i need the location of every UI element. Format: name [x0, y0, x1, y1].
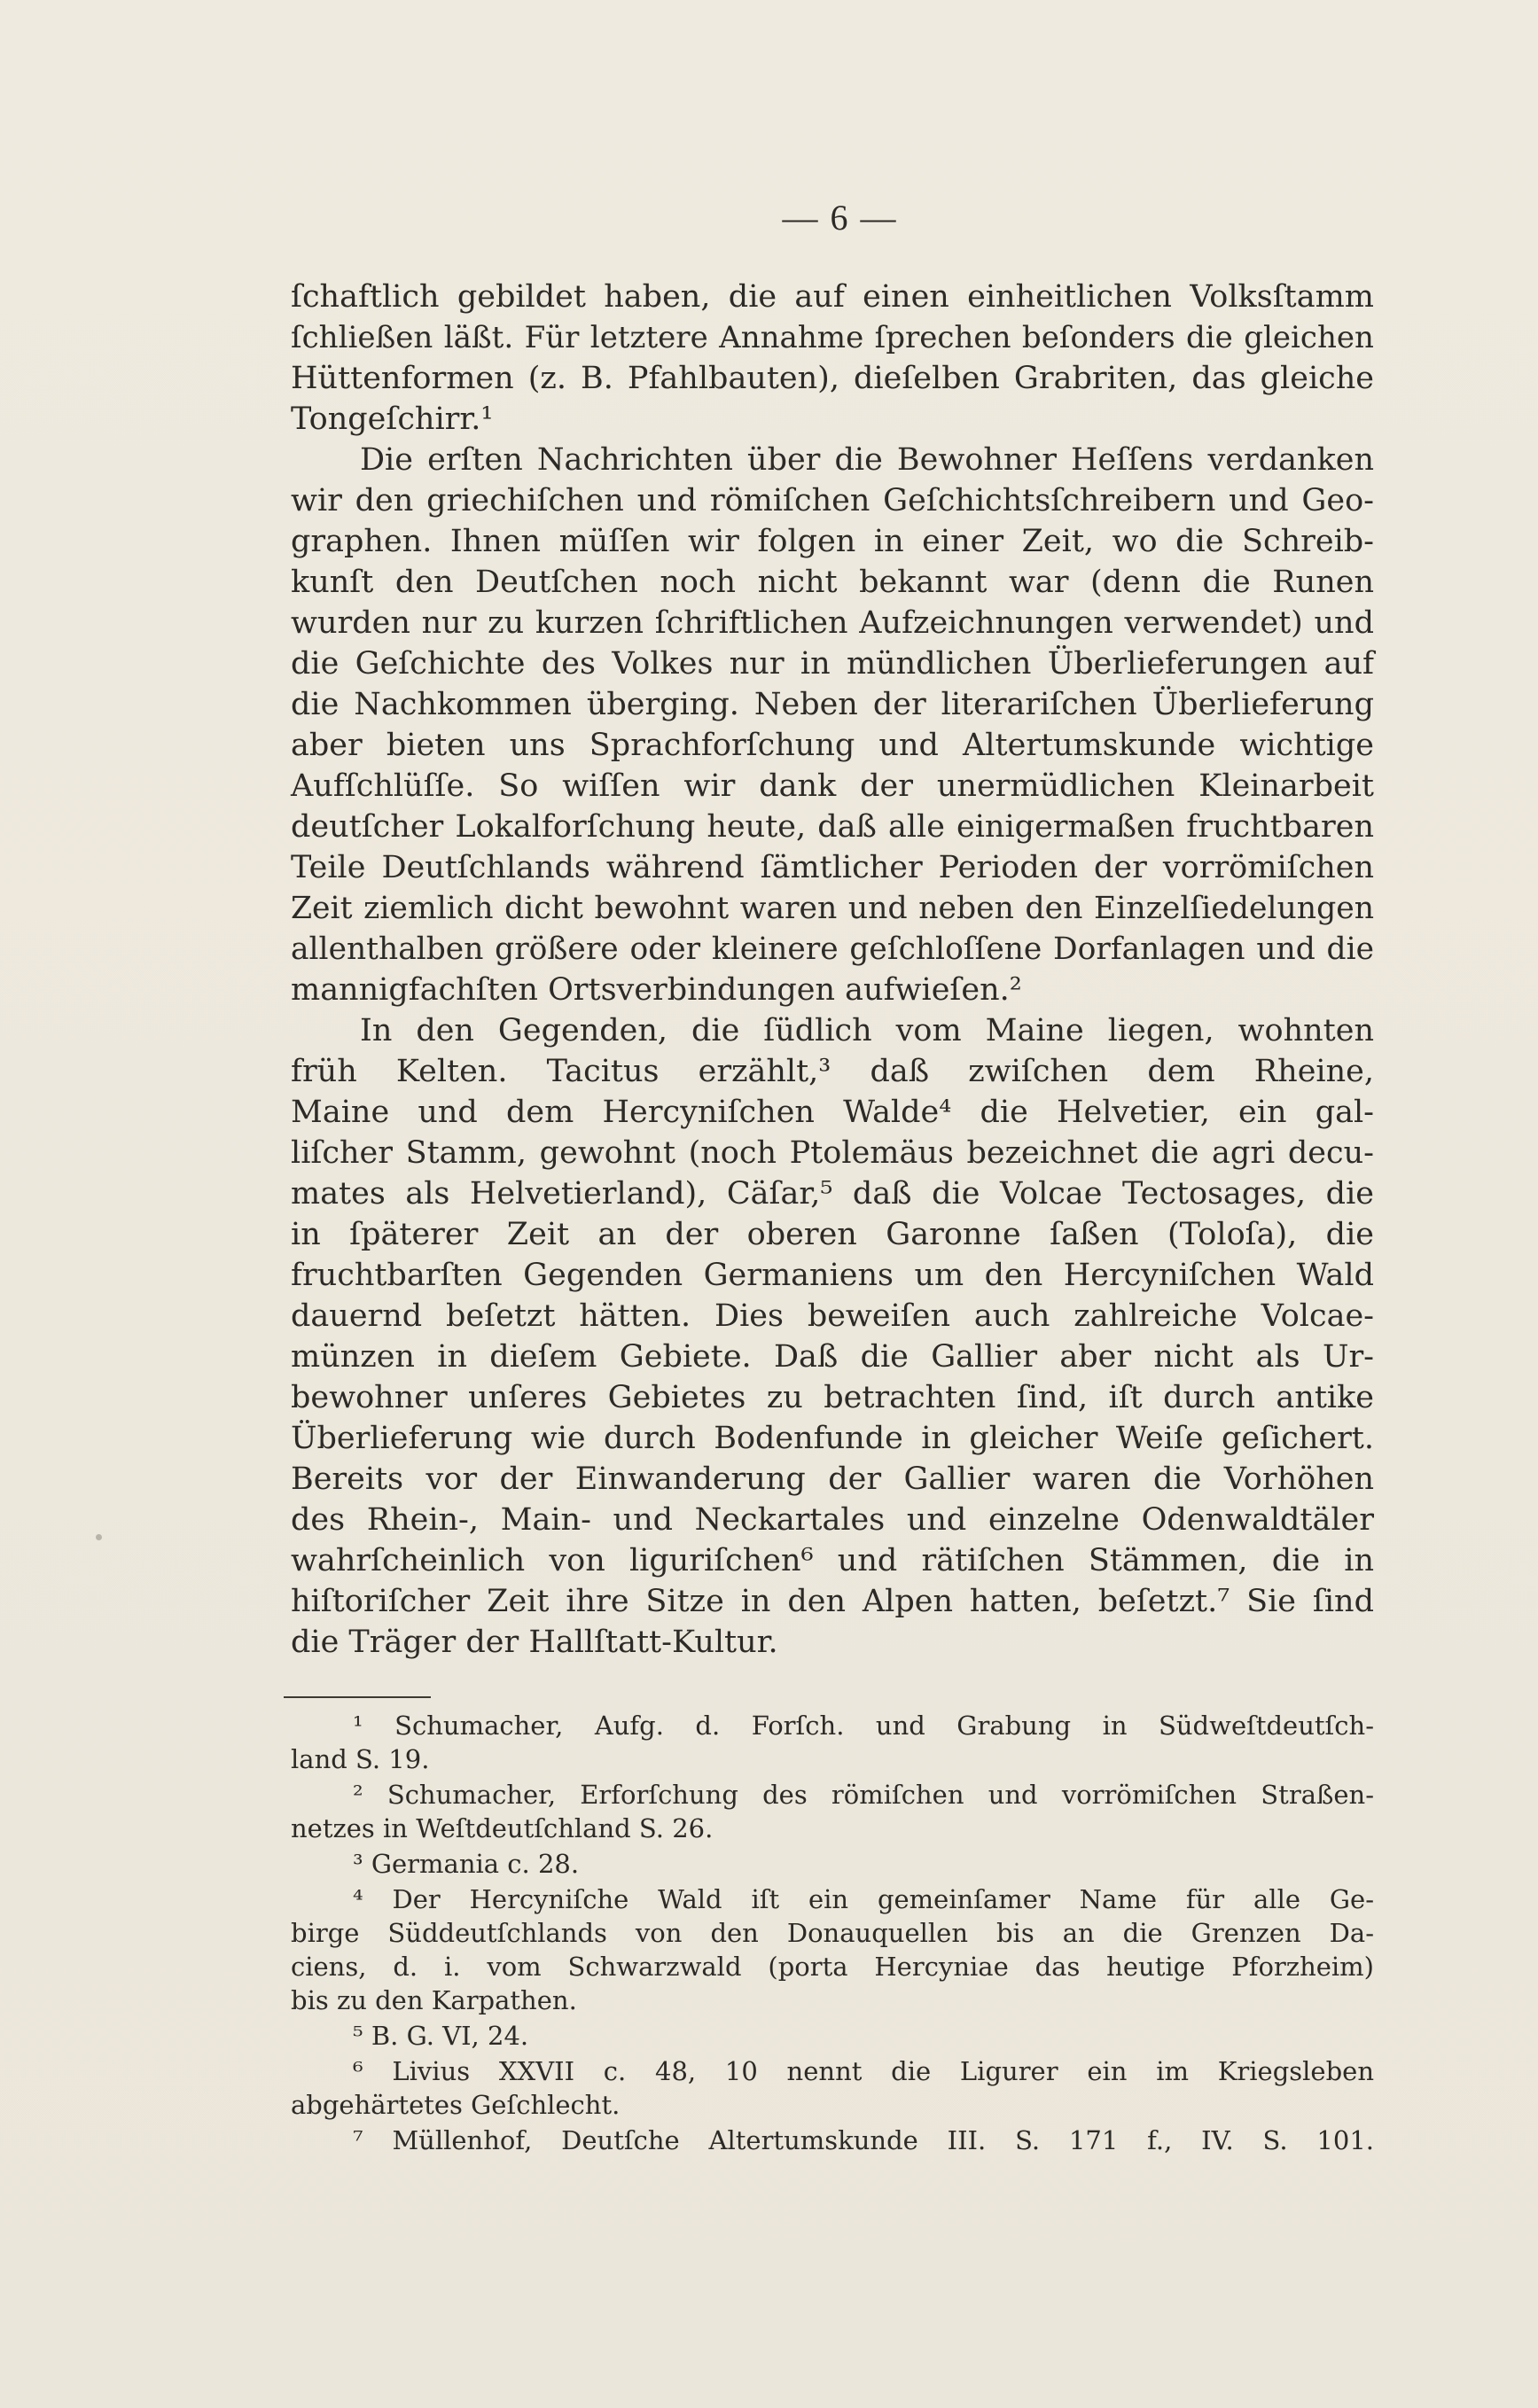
- body-line: wahrſcheinlich von liguriſchen⁶ und rätiſchen Stämmen, die in: [291, 1543, 1374, 1578]
- footnote-line: ⁵ B. G. VI, 24.: [353, 2021, 529, 2051]
- footnote-line: ² Schumacher, Erforſchung des römiſchen und vorrömiſchen Straßen-: [353, 1780, 1374, 1810]
- body-line: dauernd beſetzt hätten. Dies beweiſen auch zahlreiche Volcae-: [291, 1298, 1374, 1334]
- body-line: münzen in dieſem Gebiete. Daß die Gallier aber nicht als Ur-: [291, 1339, 1374, 1375]
- body-line: allenthalben größere oder kleinere geſchloſſene Dorfanlagen und die: [291, 931, 1374, 967]
- body-line: kunſt den Deutſchen noch nicht bekannt war (denn die Runen: [291, 565, 1374, 600]
- body-line: wurden nur zu kurzen ſchriftlichen Aufzeichnungen verwendet) und: [291, 605, 1374, 641]
- paper-speck: [96, 1534, 102, 1540]
- body-line: ſchaftlich gebildet haben, die auf einen einheitlichen Volksſtamm: [291, 279, 1374, 315]
- body-line: Überlieferung wie durch Bodenfunde in gleicher Weiſe geſichert.: [291, 1421, 1374, 1456]
- footnote-line: abgehärtetes Geſchlecht.: [291, 2090, 621, 2120]
- page-number: — 6 —: [782, 198, 898, 238]
- footnote-divider: [284, 1696, 431, 1698]
- body-line: In den Gegenden, die ſüdlich vom Maine liegen, wohnten: [360, 1013, 1374, 1048]
- body-line: die Träger der Hallſtatt-Kultur.: [291, 1625, 778, 1660]
- body-line: Die erſten Nachrichten über die Bewohner Heſſens verdanken: [360, 442, 1374, 478]
- body-line: Maine und dem Hercyniſchen Walde⁴ die Helvetier, ein gal-: [291, 1095, 1374, 1130]
- body-line: Tongeſchirr.¹: [291, 401, 494, 437]
- footnote-line: land S. 19.: [291, 1744, 430, 1774]
- footnote-line: netzes in Weſtdeutſchland S. 26.: [291, 1813, 714, 1843]
- body-line: des Rhein-, Main- und Neckartales und einzelne Odenwaldtäler: [291, 1502, 1374, 1538]
- body-line: in ſpäterer Zeit an der oberen Garonne ſaßen (Toloſa), die: [291, 1217, 1374, 1252]
- body-line: Aufſchlüſſe. So wiſſen wir dank der unermüdlichen Kleinarbeit: [291, 768, 1374, 804]
- body-line: ſchließen läßt. Für letztere Annahme ſprechen beſonders die gleichen: [291, 320, 1374, 355]
- footnote-line: ⁴ Der Hercyniſche Wald iſt ein gemeinſamer Name für alle Ge-: [353, 1884, 1374, 1914]
- body-line: wir den griechiſchen und römiſchen Geſchichtsſchreibern und Geo-: [291, 483, 1374, 518]
- body-line: mannigfachſten Ortsverbindungen aufwieſen.²: [291, 972, 1022, 1008]
- footnote-line: ⁶ Livius XXVII c. 48, 10 nennt die Ligurer ein im Kriegsleben: [353, 2056, 1374, 2086]
- body-line: mates als Helvetierland), Cäſar,⁵ daß die Volcae Tectosages, die: [291, 1176, 1374, 1212]
- body-line: deutſcher Lokalforſchung heute, daß alle einigermaßen fruchtbaren: [291, 809, 1374, 845]
- body-line: Zeit ziemlich dicht bewohnt waren und neben den Einzelſiedelungen: [291, 891, 1374, 926]
- body-line: Hüttenformen (z. B. Pfahlbauten), dieſelben Grabriten, das gleiche: [291, 361, 1374, 396]
- body-line: aber bieten uns Sprachforſchung und Altertumskunde wichtige: [291, 728, 1374, 763]
- body-line: bewohner unſeres Gebietes zu betrachten ſind, iſt durch antike: [291, 1380, 1374, 1415]
- footnote-line: ¹ Schumacher, Aufg. d. Forſch. und Grabung in Südweſtdeutſch-: [353, 1711, 1374, 1741]
- body-line: Bereits vor der Einwanderung der Gallier waren die Vorhöhen: [291, 1461, 1374, 1497]
- footnote-line: bis zu den Karpathen.: [291, 1985, 577, 2015]
- body-line: die Nachkommen überging. Neben der literariſchen Überlieferung: [291, 687, 1374, 722]
- body-line: früh Kelten. Tacitus erzählt,³ daß zwiſchen dem Rheine,: [291, 1054, 1374, 1089]
- body-line: liſcher Stamm, gewohnt (noch Ptolemäus bezeichnet die agri decu-: [291, 1135, 1374, 1171]
- footnote-line: ³ Germania c. 28.: [353, 1849, 580, 1879]
- footnote-line: ⁷ Müllenhof, Deutſche Altertumskunde III. S. 171 f., IV. S. 101.: [353, 2125, 1374, 2155]
- footnote-line: birge Süddeutſchlands von den Donauquellen bis an die Grenzen Da-: [291, 1918, 1374, 1948]
- body-line: Teile Deutſchlands während ſämtlicher Perioden der vorrömiſchen: [291, 850, 1374, 885]
- body-line: graphen. Ihnen müſſen wir folgen in einer Zeit, wo die Schreib-: [291, 524, 1374, 559]
- body-line: hiſtoriſcher Zeit ihre Sitze in den Alpen hatten, beſetzt.⁷ Sie ſind: [291, 1584, 1374, 1619]
- body-line: fruchtbarſten Gegenden Germaniens um den Hercyniſchen Wald: [291, 1258, 1374, 1293]
- body-line: die Geſchichte des Volkes nur in mündlichen Überlieferungen auf: [291, 646, 1374, 682]
- footnote-line: ciens, d. i. vom Schwarzwald (porta Hercyniae das heutige Pforzheim): [291, 1952, 1374, 1982]
